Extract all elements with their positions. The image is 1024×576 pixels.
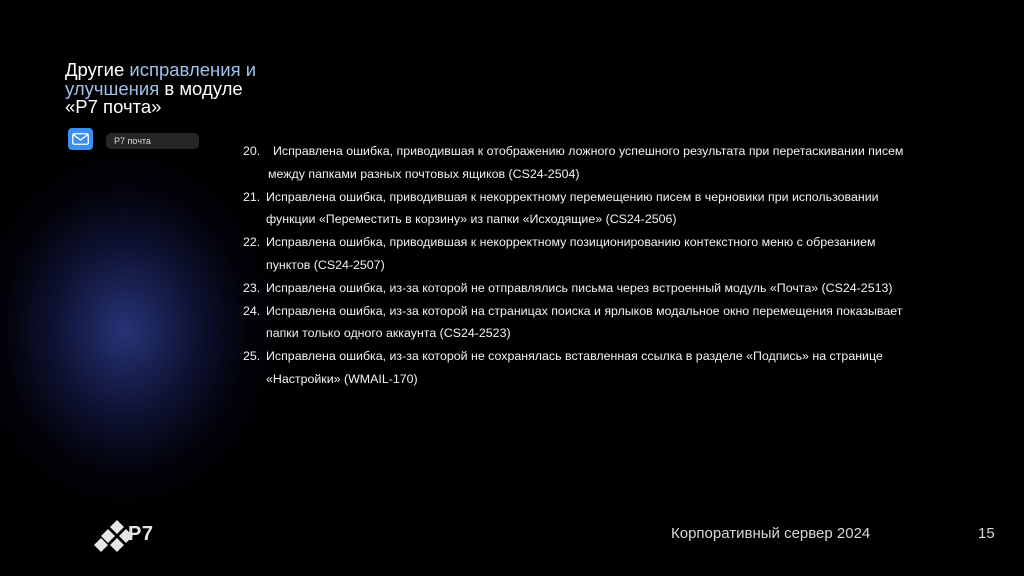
- item-text-line1: Исправлена ошибка, приводившая к отображению ложного успешного результата при перетаскивании писем: [273, 144, 904, 158]
- slide-title: [65, 61, 305, 117]
- title-part-2: исправления и: [129, 59, 257, 80]
- list-item: [240, 300, 1000, 346]
- item-text-line2: папки только одного аккаунта (CS24-2523): [266, 326, 511, 341]
- logo-text: Р7: [128, 523, 154, 545]
- list-item: [240, 186, 1000, 232]
- page-number: 15: [978, 525, 995, 542]
- title-part-4: в модуле: [159, 77, 243, 99]
- item-text-line2: пунктов (CS24-2507): [266, 257, 385, 272]
- list-item: [240, 140, 1000, 186]
- item-number: 21.: [243, 189, 261, 204]
- list-item: [240, 277, 1000, 300]
- item-text-line1: Исправлена ошибка, из-за которой не отправлялись письма через встроенный модуль «Почта» (CS24-2513): [266, 280, 893, 295]
- fix-list: [240, 140, 1000, 391]
- item-number: 20.: [243, 144, 261, 158]
- item-number: 24.: [243, 303, 261, 318]
- item-text-line2: функции «Переместить в корзину» из папки «Исходящие» (CS24-2506): [266, 212, 677, 227]
- item-text-line2: между папками разных почтовых ящиков (CS24-2504): [268, 166, 580, 181]
- item-text-line1: Исправлена ошибка, приводившая к некорректному перемещению писем в черновики при использовании: [266, 189, 879, 204]
- list-item: [240, 345, 1000, 391]
- item-number: 23.: [243, 280, 261, 295]
- item-number: 25.: [243, 349, 261, 364]
- title-part-1: Другие: [65, 59, 130, 80]
- item-text-line2: «Настройки» (WMAIL-170): [266, 371, 418, 386]
- product-chip: Р7 почта: [106, 133, 199, 149]
- title-part-5: «Р7 почта»: [65, 96, 162, 117]
- item-text-line1: Исправлена ошибка, из-за которой на страницах поиска и ярлыков модальное окно перемещения показывает: [266, 303, 903, 318]
- mail-icon: [68, 128, 93, 150]
- item-text-line1: Исправлена ошибка, приводившая к некорректному позиционированию контекстного меню с обрезанием: [266, 235, 876, 250]
- item-number: 22.: [243, 235, 261, 250]
- list-item: [240, 231, 1000, 277]
- item-text-line1: Исправлена ошибка, из-за которой не сохранялась вставленная ссылка в разделе «Подпись» на странице: [266, 349, 883, 364]
- title-part-3: улучшения: [65, 77, 160, 99]
- footer-text: Корпоративный сервер 2024: [671, 525, 871, 542]
